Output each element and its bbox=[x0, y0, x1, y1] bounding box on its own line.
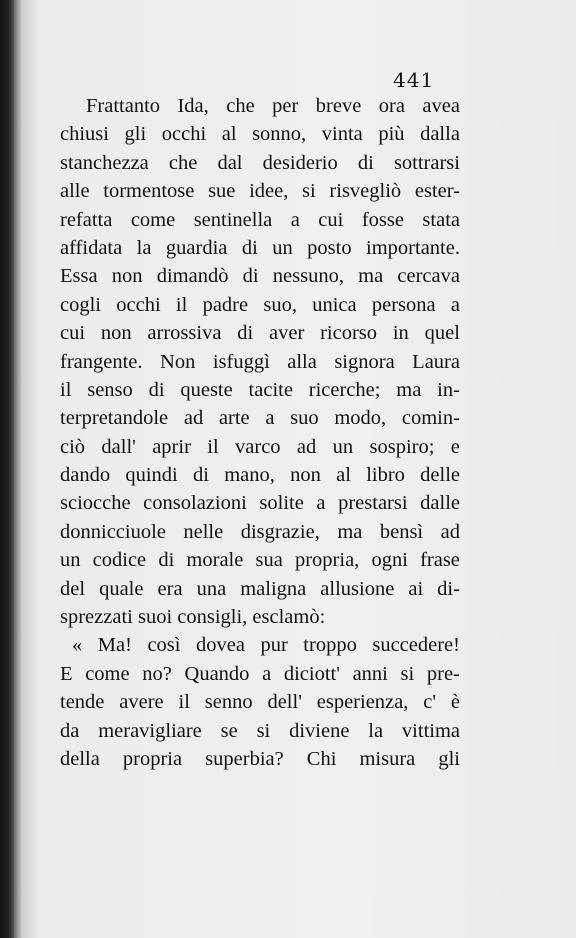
word: un bbox=[272, 236, 293, 259]
word: misura bbox=[359, 747, 416, 770]
word: quindi bbox=[125, 464, 178, 487]
word: Ida, bbox=[177, 95, 209, 117]
text-line bbox=[60, 262, 460, 290]
text-line bbox=[60, 745, 460, 773]
word: aprir bbox=[152, 435, 191, 458]
word: dal bbox=[217, 151, 243, 174]
word: morale bbox=[186, 549, 244, 572]
word: di- bbox=[437, 577, 460, 600]
word: troppo bbox=[303, 634, 357, 657]
word: E bbox=[60, 662, 73, 685]
word: sonno, bbox=[252, 123, 307, 146]
word: padre bbox=[202, 293, 249, 316]
word: il bbox=[207, 435, 219, 458]
word: sua bbox=[255, 549, 283, 572]
text-line bbox=[60, 575, 460, 603]
word: ma bbox=[358, 265, 384, 288]
word: un bbox=[332, 435, 354, 458]
word: no? bbox=[142, 662, 172, 685]
word: il bbox=[60, 378, 72, 401]
word: frangente. bbox=[60, 350, 143, 373]
word: propria bbox=[122, 747, 183, 770]
word: pur bbox=[260, 634, 288, 657]
text-line bbox=[60, 660, 460, 688]
text-line bbox=[60, 404, 460, 432]
word: ad bbox=[183, 407, 204, 430]
word: da bbox=[60, 719, 80, 742]
word: pre- bbox=[426, 662, 460, 685]
word: affidata bbox=[60, 236, 123, 259]
word: tormentose bbox=[103, 180, 195, 203]
word: stanchezza bbox=[60, 151, 149, 174]
word: guardia bbox=[165, 236, 228, 259]
word: comin- bbox=[401, 407, 460, 430]
word: Laura bbox=[412, 350, 460, 373]
word: cercava bbox=[397, 265, 460, 288]
word: solite bbox=[259, 492, 304, 515]
word: allusione bbox=[320, 577, 395, 600]
text-line bbox=[60, 688, 460, 716]
word: come bbox=[130, 208, 176, 231]
word: idee, bbox=[249, 180, 289, 203]
word: disgrazie, bbox=[240, 520, 320, 543]
word: la bbox=[136, 236, 152, 259]
word: a bbox=[316, 492, 326, 515]
word: dovea bbox=[195, 634, 245, 657]
word: cogli bbox=[60, 293, 101, 316]
body-text bbox=[60, 92, 460, 773]
word: si bbox=[256, 719, 271, 742]
word: sospiro; bbox=[369, 435, 435, 458]
word: quel bbox=[424, 322, 460, 345]
word: si bbox=[400, 662, 415, 685]
word: ricorso bbox=[320, 322, 378, 345]
word: frase bbox=[420, 549, 460, 572]
word: Ma! bbox=[97, 634, 132, 657]
text-line bbox=[60, 120, 460, 148]
word: occhi bbox=[161, 123, 207, 146]
word: a bbox=[450, 293, 460, 316]
word: Essa bbox=[60, 265, 98, 288]
text-line bbox=[60, 518, 460, 546]
word: persona bbox=[371, 293, 436, 316]
word: aver bbox=[269, 322, 305, 345]
word: la bbox=[368, 719, 384, 742]
word: era bbox=[157, 577, 183, 600]
word: non bbox=[111, 265, 143, 288]
word: diciott' bbox=[283, 662, 340, 685]
word: gli bbox=[124, 123, 147, 146]
word: ciò bbox=[60, 435, 86, 458]
word: Chi bbox=[306, 747, 337, 770]
word: refatta bbox=[60, 208, 113, 231]
word: di bbox=[193, 464, 209, 487]
word: c' bbox=[423, 691, 437, 714]
word: a bbox=[290, 208, 300, 231]
word: suo bbox=[290, 407, 319, 430]
word: che bbox=[168, 151, 198, 174]
word: ricerche; bbox=[308, 378, 381, 401]
word: una bbox=[196, 577, 227, 600]
word: ma bbox=[337, 520, 363, 543]
word: consolazioni bbox=[143, 492, 247, 515]
word: cui bbox=[318, 208, 344, 231]
word: delle bbox=[420, 464, 460, 487]
text-line bbox=[60, 546, 460, 574]
word: posto bbox=[307, 236, 352, 259]
word: libro bbox=[366, 464, 405, 487]
word: sciocche bbox=[60, 492, 131, 515]
text-line bbox=[60, 177, 460, 205]
word: se bbox=[220, 719, 238, 742]
word: superbia? bbox=[205, 747, 284, 770]
word: mano, bbox=[224, 464, 275, 487]
word: anni bbox=[352, 662, 388, 685]
word: codice bbox=[92, 549, 147, 572]
text-line bbox=[60, 717, 460, 745]
word: di bbox=[158, 549, 175, 572]
text-line bbox=[60, 291, 460, 319]
word: della bbox=[60, 747, 100, 770]
word: chiusi bbox=[60, 123, 109, 146]
word: occhi bbox=[116, 293, 161, 316]
word: modo, bbox=[334, 407, 387, 430]
word: ad bbox=[296, 435, 317, 458]
word: terpretandole bbox=[60, 407, 169, 430]
text-line: sprezzati suoi consigli, esclamò: bbox=[60, 606, 326, 629]
text-line bbox=[60, 461, 460, 489]
word: esperienza, bbox=[316, 691, 409, 714]
word: nessuno, bbox=[272, 265, 344, 288]
word: ai bbox=[408, 577, 424, 600]
word: a bbox=[262, 662, 272, 685]
word: è bbox=[450, 691, 460, 714]
word: gli bbox=[438, 747, 460, 770]
word: fosse bbox=[361, 208, 404, 231]
word: in bbox=[392, 322, 409, 345]
text-line bbox=[60, 234, 460, 262]
word: al bbox=[336, 464, 351, 487]
text-line bbox=[60, 319, 460, 347]
word: sottrarsi bbox=[393, 151, 460, 174]
text-line bbox=[60, 376, 460, 404]
text-line bbox=[60, 92, 460, 120]
word: di bbox=[242, 265, 259, 288]
word: arrossiva bbox=[147, 322, 222, 345]
word: si bbox=[302, 180, 316, 203]
word: dalle bbox=[420, 492, 460, 515]
word: cui bbox=[60, 322, 86, 345]
word: propria, bbox=[294, 549, 360, 572]
text-line bbox=[60, 149, 460, 177]
page-number: 441 bbox=[393, 68, 435, 92]
word: e bbox=[450, 435, 460, 458]
word: importante. bbox=[366, 236, 460, 259]
word: di bbox=[357, 151, 374, 174]
word: succedere! bbox=[372, 634, 460, 657]
word: non bbox=[290, 464, 321, 487]
word: del bbox=[60, 577, 86, 600]
word: ogni bbox=[371, 549, 408, 572]
word: di bbox=[237, 322, 254, 345]
word: il bbox=[178, 691, 190, 714]
word: dimandò bbox=[156, 265, 229, 288]
word: meravigliare bbox=[98, 719, 202, 742]
word: signora bbox=[334, 350, 395, 373]
word: breve bbox=[315, 95, 362, 117]
word: che bbox=[226, 95, 255, 117]
word: « bbox=[72, 634, 83, 657]
word: per bbox=[272, 95, 299, 117]
book-spine-shadow bbox=[0, 0, 14, 938]
word: ester- bbox=[414, 180, 460, 203]
word: tacite bbox=[248, 378, 293, 401]
word: ma bbox=[396, 378, 422, 401]
word: di bbox=[241, 236, 258, 259]
word: ora bbox=[378, 95, 405, 117]
word: isfuggì bbox=[212, 350, 270, 373]
word: ad bbox=[440, 520, 460, 543]
text-line bbox=[60, 206, 460, 234]
word: unica bbox=[312, 293, 357, 316]
word: sue bbox=[208, 180, 236, 203]
word: il bbox=[175, 293, 188, 316]
word: Non bbox=[160, 350, 196, 373]
word: suo, bbox=[263, 293, 297, 316]
word: un bbox=[60, 549, 81, 572]
word: come bbox=[85, 662, 130, 685]
word: senso bbox=[87, 378, 133, 401]
word: di bbox=[148, 378, 165, 401]
word: al bbox=[221, 123, 237, 146]
text-line bbox=[60, 631, 460, 659]
word: senno bbox=[204, 691, 253, 714]
word: arte bbox=[218, 407, 250, 430]
word: donnicciuole bbox=[60, 520, 166, 543]
word: dando bbox=[60, 464, 111, 487]
word: vittima bbox=[401, 719, 460, 742]
text-line bbox=[60, 433, 460, 461]
word: Frattanto bbox=[86, 95, 161, 117]
word: tende bbox=[60, 691, 105, 714]
word: così bbox=[147, 634, 181, 657]
word: dell' bbox=[267, 691, 302, 714]
word: in- bbox=[437, 378, 460, 401]
word: alla bbox=[287, 350, 317, 373]
word: Quando bbox=[184, 662, 250, 685]
word: varco bbox=[235, 435, 281, 458]
word: risvegliò bbox=[329, 180, 402, 203]
word: vinta bbox=[321, 123, 363, 146]
text-line bbox=[60, 489, 460, 517]
word: dalla bbox=[420, 123, 460, 146]
word: prestarsi bbox=[338, 492, 408, 515]
word: sentinella bbox=[193, 208, 273, 231]
word: bensì bbox=[379, 520, 424, 543]
word: a bbox=[265, 407, 275, 430]
word: quale bbox=[99, 577, 144, 600]
word: diviene bbox=[289, 719, 350, 742]
word: queste bbox=[180, 378, 233, 401]
word: più bbox=[378, 123, 405, 146]
word: maligna bbox=[240, 577, 307, 600]
word: dall' bbox=[101, 435, 136, 458]
text-line bbox=[60, 348, 460, 376]
word: alle bbox=[60, 180, 90, 203]
word: stata bbox=[422, 208, 460, 231]
word: avea bbox=[422, 95, 460, 117]
word: avere bbox=[119, 691, 164, 714]
word: desiderio bbox=[262, 151, 338, 174]
word: non bbox=[100, 322, 132, 345]
word: nelle bbox=[183, 520, 224, 543]
